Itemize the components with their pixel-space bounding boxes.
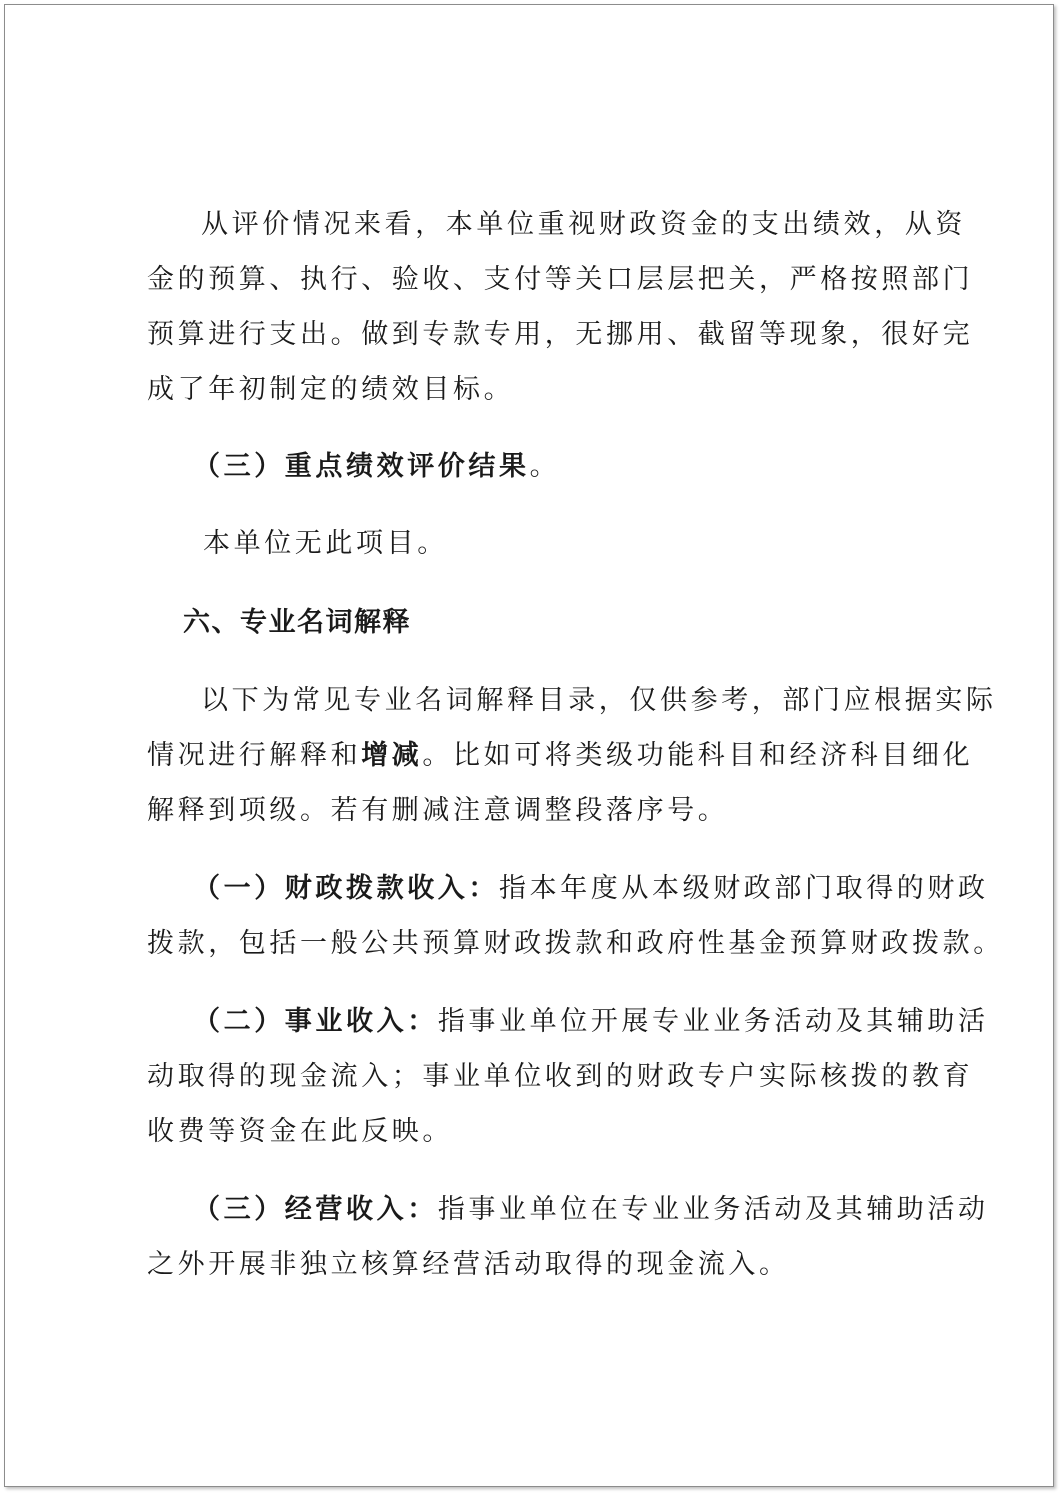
subheading-tail: 。 xyxy=(529,451,561,482)
text-line: 预算进行支出。做到专款专用，无挪用、截留等现象，很好完 xyxy=(147,319,974,350)
paragraph-no-project: 本单位无此项目。 xyxy=(203,528,448,559)
text-line xyxy=(147,994,989,1049)
text-line: 从评价情况来看，本单位重视财政资金的支出绩效，从资 xyxy=(201,209,966,240)
bold-text-segment: 增减 xyxy=(361,740,423,771)
subheading-label: （三）重点绩效评价结果 xyxy=(193,451,530,482)
text-line: 动取得的现金流入；事业单位收到的财政专户实际核拨的教育 xyxy=(147,1061,974,1092)
paragraph-evaluation-summary xyxy=(147,197,974,417)
text-segment: 。比如可将类级功能科目和经济科目细化 xyxy=(422,740,974,771)
term-fiscal-appropriation-income xyxy=(147,861,1004,971)
text-line: 解释到项级。若有删减注意调整段落序号。 xyxy=(147,795,729,826)
term-business-income xyxy=(147,994,989,1159)
text-line xyxy=(147,728,974,783)
text-line xyxy=(147,861,989,916)
text-line: 之外开展非独立核算经营活动取得的现金流入。 xyxy=(147,1249,790,1280)
term-label: （三）经营收入： xyxy=(193,1194,438,1225)
text-segment: 情况进行解释和 xyxy=(147,740,362,771)
text-line: 成了年初制定的绩效目标。 xyxy=(147,374,515,405)
document-body xyxy=(147,197,1004,1292)
text-line: 收费等资金在此反映。 xyxy=(147,1116,453,1147)
term-definition: 指事业单位开展专业业务活动及其辅助活 xyxy=(437,1006,989,1037)
text-line: 金的预算、执行、验收、支付等关口层层把关，严格按照部门 xyxy=(147,264,974,295)
text-line: 拨款，包括一般公共预算财政拨款和政府性基金预算财政拨款。 xyxy=(147,928,1004,959)
term-label: （二）事业收入： xyxy=(193,1006,438,1037)
text-line: 以下为常见专业名词解释目录，仅供参考，部门应根据实际 xyxy=(201,685,997,716)
paragraph-terms-intro xyxy=(147,673,997,838)
section-heading-terms: 六、专业名词解释 xyxy=(183,607,411,638)
text-line xyxy=(147,1182,989,1237)
term-operating-income xyxy=(147,1182,989,1292)
document-page xyxy=(4,4,1054,1487)
term-definition: 指本年度从本级财政部门取得的财政 xyxy=(499,873,989,904)
subheading-key-evaluation-results xyxy=(147,439,947,494)
term-label: （一）财政拨款收入： xyxy=(193,873,499,904)
term-definition: 指事业单位在专业业务活动及其辅助活动 xyxy=(437,1194,989,1225)
